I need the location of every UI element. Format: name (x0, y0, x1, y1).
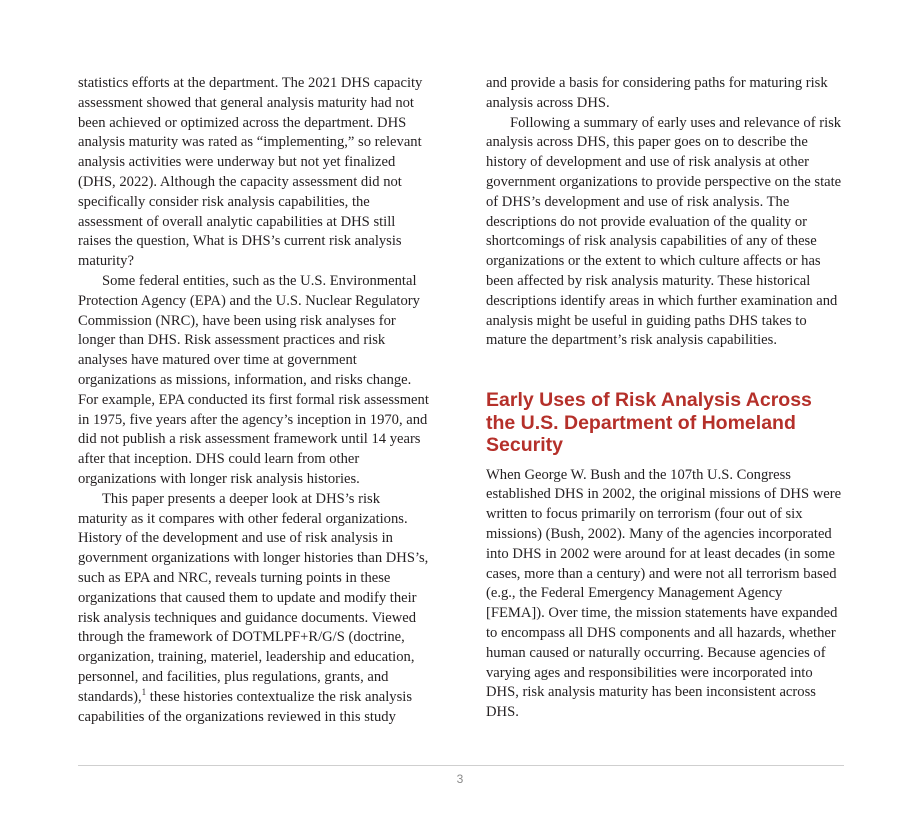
paragraph-continuation: and provide a basis for considering paths for maturing risk analysis across DHS. (486, 75, 828, 111)
footnote-marker[interactable]: 1 (141, 686, 147, 697)
section-heading: Early Uses of Risk Analysis Across the U.S. Department of Homeland Security (486, 389, 812, 457)
paragraph-paper-overview-text: This paper presents a deeper look at DHS’s risk maturity as it compares with other federal organizations. History of the development and use of risk analysis in government organizations with longer histories than DHS’s, such as EPA and NRC, reveals turning points in these organizations that caused them to update and modify their risk analysis techniques and guidance documents. Viewed through the framework of DOTMLPF+R/G/S (doctrine, organization, training, materiel, leadership and education, personnel, and facilities, plus regulations, grants, and standards), (78, 490, 429, 705)
footer-divider (78, 765, 844, 766)
left-column (78, 74, 430, 727)
page-number: 3 (456, 772, 464, 786)
right-column (486, 74, 844, 723)
paragraph-federal-entities: Some federal entities, such as the U.S. Environmental Protection Agency (EPA) and the U.S. Nuclear Regulatory Commission (NRC), have been using risk analyses for longer than DHS. Risk assessment practices and risk analyses have matured over time at government organizations as missions, information, and risks change. For example, EPA conducted its first formal risk assessment in 1975, five years after the agency’s inception in 1970, and did not publish a risk assessment framework until 14 years after that inception. DHS could learn from other organizations with longer risk analysis histories. (78, 272, 429, 487)
paragraph-capacity-assessment: statistics efforts at the department. The 2021 DHS capacity assessment showed that general analysis maturity had not been achieved or optimized across the department. DHS analysis maturity was rated as “implementing,” so relevant analysis activities were underway but not yet finalized (DHS, 2022). Although the capacity assessment did not specifically consider risk analysis capabilities, the assessment of overall analytic capabilities at DHS still raises the question, What is DHS’s current risk analysis maturity? (78, 75, 423, 270)
paragraph-paper-overview (78, 490, 430, 728)
paragraph-dhs-establishment: When George W. Bush and the 107th U.S. Congress established DHS in 2002, the original missions of DHS were written to focus primarily on terrorism (four out of six missions) (Bush, 2002). Many of the agencies incorporated into DHS in 2002 were around for at least decades (in some cases, more than a century) and were not all terrorism based (e.g., the Federal Emergency Management Agency [FEMA]). Over time, the mission statements have expanded to encompass all DHS components and all hazards, whether human caused or naturally occurring. Because agencies of varying ages and responsibilities were incorporated into DHS, risk analysis maturity has been inconsistent across DHS. (486, 466, 842, 721)
paragraph-summary-outline: Following a summary of early uses and relevance of risk analysis across DHS, this paper goes on to describe the history of development and use of risk analysis at other government organizations to provide perspective on the state of DHS’s development and use of risk analysis. The descriptions do not provide evaluation of the quality or shortcomings of risk analysis capabilities of any of these organizations or the extent to which culture affects or has been affected by risk analysis maturity. These historical descriptions identify areas in which further examination and analysis might be useful in guiding paths DHS takes to mature the department’s risk analysis capabilities. (486, 114, 842, 349)
paragraph-paper-overview-continued: these histories contextualize the risk analysis capabilities of the organizations reviewed in this study (78, 688, 412, 725)
